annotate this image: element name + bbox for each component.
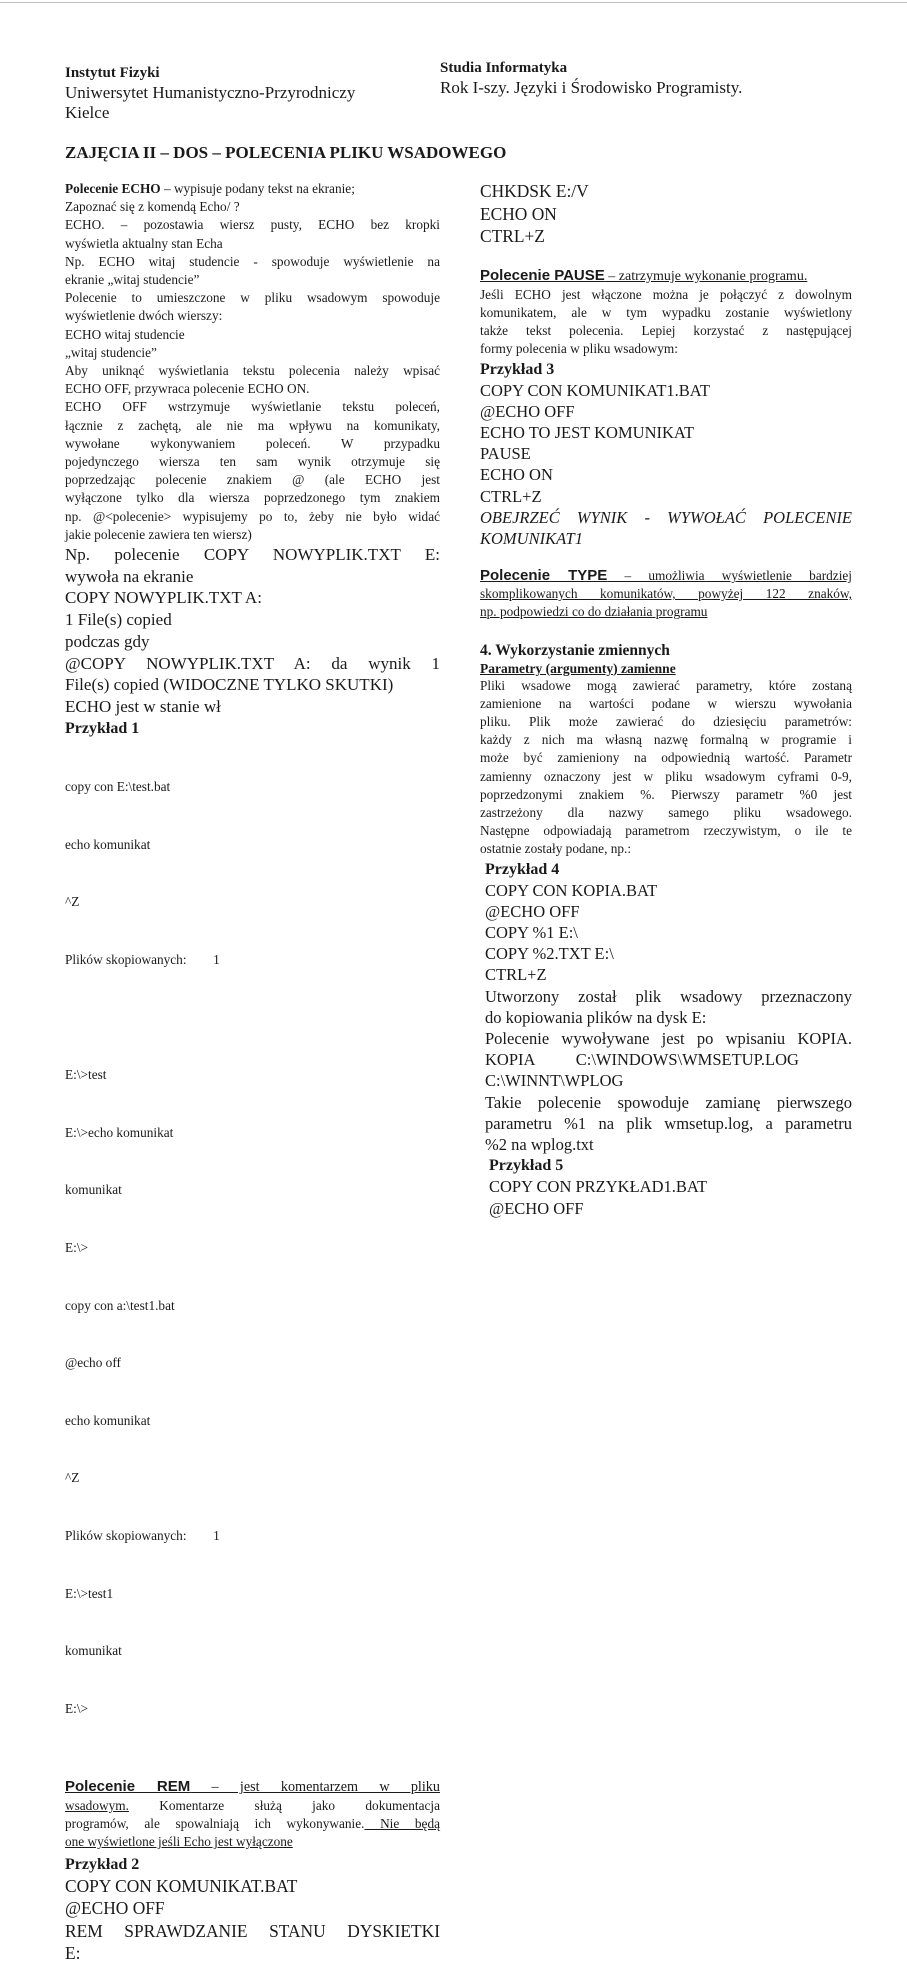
pause-heading-line <box>480 266 852 286</box>
section-4 <box>480 641 852 859</box>
studies-name: Studia Informatyka <box>440 60 568 76</box>
sec4-line: zamienione na wartości podane w wierszu wywołania <box>480 695 852 711</box>
ex1-line: echo komunikat <box>65 836 151 852</box>
rem-line-4: one wyświetlone jeśli Echo jest wyłączone <box>65 1834 293 1850</box>
section-4-title: 4. Wykorzystanie zmiennych <box>480 641 670 659</box>
continued-code <box>480 180 852 248</box>
sec4-line: zamienny oznaczony jest w pliku wsadowym cyframi 0-9, <box>480 768 852 784</box>
header-left <box>65 63 425 123</box>
ex4-text: do kopiowania plików na dysk E: <box>485 1007 707 1027</box>
rem-line-3b: Nie będą <box>364 1816 440 1832</box>
ex1-line: copy con a:\test1.bat <box>65 1297 175 1313</box>
example-3-title: Przykład 3 <box>480 360 555 378</box>
institute-name: Instytut Fizyki <box>65 65 160 81</box>
echo-line: Polecenie to umieszczone w pliku wsadowym spowoduje <box>65 290 440 306</box>
cont-line: CTRL+Z <box>480 226 545 247</box>
course-name: Rok I-szy. Języki i Środowisko Programisty. <box>440 78 743 97</box>
rem-heading: Polecenie REM <box>65 1778 191 1796</box>
type-heading-line <box>480 567 852 585</box>
echo-line: poprzedzając polecenie znakiem @ (ale ECHO jest <box>65 472 440 488</box>
ex1-line: E:\> <box>65 1239 89 1255</box>
ex3-line: ECHO TO JEST KOMUNIKAT <box>480 423 695 442</box>
ex5-line: @ECHO OFF <box>489 1198 584 1218</box>
ex1-line: komunikat <box>65 1643 122 1659</box>
ex1-line <box>65 1008 440 1027</box>
ex1-line: copy con E:\test.bat <box>65 779 171 795</box>
rem-line-2b: Komentarze służą jako dokumentacja <box>128 1797 440 1813</box>
example-1-code <box>65 739 440 1757</box>
ex1-line: Plików skopiowanych: 1 <box>65 951 220 967</box>
example-2-title: Przykład 2 <box>65 1855 140 1873</box>
np-line: 1 File(s) copied <box>65 610 172 630</box>
np-line: podczas gdy <box>65 631 150 651</box>
ex2-line: REM SPRAWDZANIE STANU DYSKIETKI <box>65 1920 440 1941</box>
echo-line: ekranie „witaj studencie” <box>65 272 200 288</box>
echo-line: wyświetlenie dwóch wierszy: <box>65 308 223 324</box>
echo-heading: Polecenie ECHO <box>65 181 161 196</box>
ex5-line: COPY CON PRZYKŁAD1.BAT <box>489 1177 708 1197</box>
ex1-line: E:\>test <box>65 1067 107 1083</box>
ex4-text: Takie polecenie spowoduje zamianę pierwszego <box>485 1092 852 1112</box>
echo-line: np. @<polecenie> wypisujemy po to, żeby nie było widać <box>65 508 440 524</box>
echo-line: jakie polecenie zawiera ten wiersz) <box>65 526 252 542</box>
sec4-line: może być zamieniony na odpowiednią wartość. Parametr <box>480 750 852 766</box>
sec4-line: każdy z nich ma własną nazwę formalną w programie i <box>480 732 852 748</box>
ex1-line: echo komunikat <box>65 1412 151 1428</box>
echo-line: „witaj studencie” <box>65 344 157 360</box>
ex3-line: CTRL+Z <box>480 486 542 506</box>
echo-line: łącznie z zachętą, ale nie ma wpływu na komunikaty, <box>65 417 440 433</box>
echo-line: pojedynczego wiersza ten sam wynik otrzymuje się <box>65 454 440 470</box>
type-line-1: – umożliwia wyświetlenie bardziej <box>607 568 852 584</box>
scan-top-border <box>0 2 907 3</box>
ex1-line: E:\> <box>65 1700 89 1716</box>
np-line: Np. polecenie COPY NOWYPLIK.TXT E: <box>65 545 440 565</box>
sec4-line: pliku. Plik może zawierać do dziesięciu parametrów: <box>480 714 852 730</box>
ex4-text: KOPIA C:\WINDOWS\WMSETUP.LOG <box>485 1050 799 1070</box>
pause-line: formy polecenia w pliku wsadowym: <box>480 341 678 357</box>
ex1-line: E:\>echo komunikat <box>65 1124 174 1140</box>
ex2-line: @ECHO OFF <box>65 1898 165 1919</box>
rem-line <box>65 1778 440 1797</box>
echo-line: ECHO. – pozostawia wiersz pusty, ECHO bez kropki <box>65 217 440 233</box>
rem-line-2a: wsadowym. <box>65 1797 129 1813</box>
ex4-text: C:\WINNT\WPLOG <box>485 1071 624 1091</box>
rem-line-3a: programów, ale spowalniają ich wykonywanie. <box>65 1816 365 1832</box>
ex1-line: E:\>test1 <box>65 1585 114 1601</box>
np-section <box>65 544 440 718</box>
example-1-title: Przykład 1 <box>65 719 140 737</box>
page-title: ZAJĘCIA II – DOS – POLECENIA PLIKU WSADOWEGO <box>65 143 507 162</box>
sec4-line: Następne odpowiadają parametrom rzeczywistym, o ile te <box>480 823 852 839</box>
echo-line: ECHO OFF wstrzymuje wyświetlanie tekstu poleceń, <box>65 399 440 415</box>
np-line: ECHO jest w stanie wł <box>65 696 221 716</box>
ex4-text: parametru %1 na plik wmsetup.log, a parametru <box>485 1113 852 1133</box>
example-4-title: Przykład 4 <box>485 860 560 878</box>
example-4-explanation <box>485 986 852 1156</box>
echo-line: ECHO witaj studencie <box>65 326 185 342</box>
ex3-line: COPY CON KOMUNIKAT1.BAT <box>480 380 710 400</box>
section-4-subtitle: Parametry (argumenty) zamienne <box>480 660 676 676</box>
ex2-line: E: <box>65 1943 81 1964</box>
ex3-note: KOMUNIKAT1 <box>480 529 583 549</box>
pause-section <box>480 266 852 359</box>
cont-line: CHKDSK E:/V <box>480 181 589 201</box>
pause-heading: Polecenie PAUSE <box>480 266 605 284</box>
np-line: wywoła na ekranie <box>65 566 194 586</box>
ex1-line: ^Z <box>65 1470 80 1486</box>
example-2-code <box>65 1875 440 1965</box>
pause-intro: – zatrzymuje wykonanie programu. <box>604 268 808 284</box>
type-heading: Polecenie TYPE <box>480 567 608 585</box>
ex3-line: ECHO ON <box>480 465 553 485</box>
type-line-2: skomplikowanych komunikatów, powyżej 122 znaków, <box>480 586 852 602</box>
np-line: File(s) copied (WIDOCZNE TYLKO SKUTKI) <box>65 675 394 695</box>
university-name: Uniwersytet Humanistyczno-Przyrodniczy <box>65 83 356 102</box>
city-name: Kielce <box>65 103 110 122</box>
example-4-code <box>485 880 852 986</box>
left-column <box>65 180 440 1965</box>
ex2-line: COPY CON KOMUNIKAT.BAT <box>65 1875 298 1896</box>
echo-section <box>65 180 440 544</box>
ex4-line: CTRL+Z <box>485 965 547 985</box>
sec4-line: Pliki wsadowe mogą zawierać parametry, które zostaną <box>480 677 852 693</box>
ex4-line: COPY CON KOPIA.BAT <box>485 880 658 900</box>
echo-line: Zapoznać się z komendą Echo/ ? <box>65 199 240 215</box>
ex1-line: Plików skopiowanych: 1 <box>65 1528 220 1543</box>
echo-line: Aby uniknąć wyświetlania tekstu polecenia należy wpisać <box>65 363 440 379</box>
ex4-line: @ECHO OFF <box>485 901 580 921</box>
right-column <box>480 180 852 1219</box>
ex3-line: PAUSE <box>480 444 531 464</box>
rem-line-1: – jest komentarzem w pliku <box>190 1779 440 1796</box>
ex4-text: %2 na wplog.txt <box>485 1135 594 1155</box>
ex4-line: COPY %1 E:\ <box>485 923 578 943</box>
ex1-line: @echo off <box>65 1355 121 1371</box>
type-section <box>480 567 852 621</box>
echo-line: wyłączone tylko dla wiersza poprzedzonego tym znakiem <box>65 490 440 506</box>
rem-section <box>65 1778 440 1851</box>
sec4-line: ostatnie zostały podane, np.: <box>480 841 632 857</box>
pause-line: także tekst polecenia. Lepiej korzystać z następującej <box>480 323 852 339</box>
example-3-code <box>480 380 852 550</box>
example-5-title: Przykład 5 <box>489 1157 564 1175</box>
rem-line <box>65 1815 440 1833</box>
ex4-text: Polecenie wywoływane jest po wpisaniu KOPIA. <box>485 1029 852 1049</box>
ex4-line: COPY %2.TXT E:\ <box>485 944 614 964</box>
echo-line: wywołane wykonywaniem poleceń. W przypadku <box>65 435 440 451</box>
header-right <box>440 58 880 98</box>
echo-line: wyświetla aktualny stan Echa <box>65 235 223 251</box>
np-line: COPY NOWYPLIK.TXT A: <box>65 588 262 608</box>
ex3-line: @ECHO OFF <box>480 401 575 421</box>
ex1-line: ^Z <box>65 894 80 910</box>
example-5-code <box>489 1176 852 1218</box>
cont-line: ECHO ON <box>480 203 557 224</box>
echo-line: Np. ECHO witaj studencie - spowoduje wyświetlenie na <box>65 253 440 269</box>
ex3-note: OBEJRZEĆ WYNIK - WYWOŁAĆ POLECENIE <box>480 507 852 527</box>
rem-line <box>65 1797 440 1815</box>
sec4-line: zastrzeżony dla nazwy samego pliku wsadowego. <box>480 805 852 821</box>
echo-line: ECHO OFF, przywraca polecenie ECHO ON. <box>65 381 310 397</box>
pause-line: komunikatem, ale w tym wypadku zostanie wyświetlony <box>480 304 852 320</box>
sec4-line: poprzedzonymi znakiem %. Pierwszy parametr %0 jest <box>480 786 852 802</box>
echo-heading-line <box>65 180 440 198</box>
ex4-text: Utworzony został plik wsadowy przeznaczony <box>485 986 852 1006</box>
ex1-line: komunikat <box>65 1182 122 1198</box>
echo-intro: – wypisuje podany tekst na ekranie; <box>160 181 355 196</box>
type-line-3: np. podpowiedzi co do działania programu <box>480 604 708 620</box>
np-line: @COPY NOWYPLIK.TXT A: da wynik 1 <box>65 653 440 673</box>
pause-line: Jeśli ECHO jest włączone można je połączyć z dowolnym <box>480 286 852 302</box>
